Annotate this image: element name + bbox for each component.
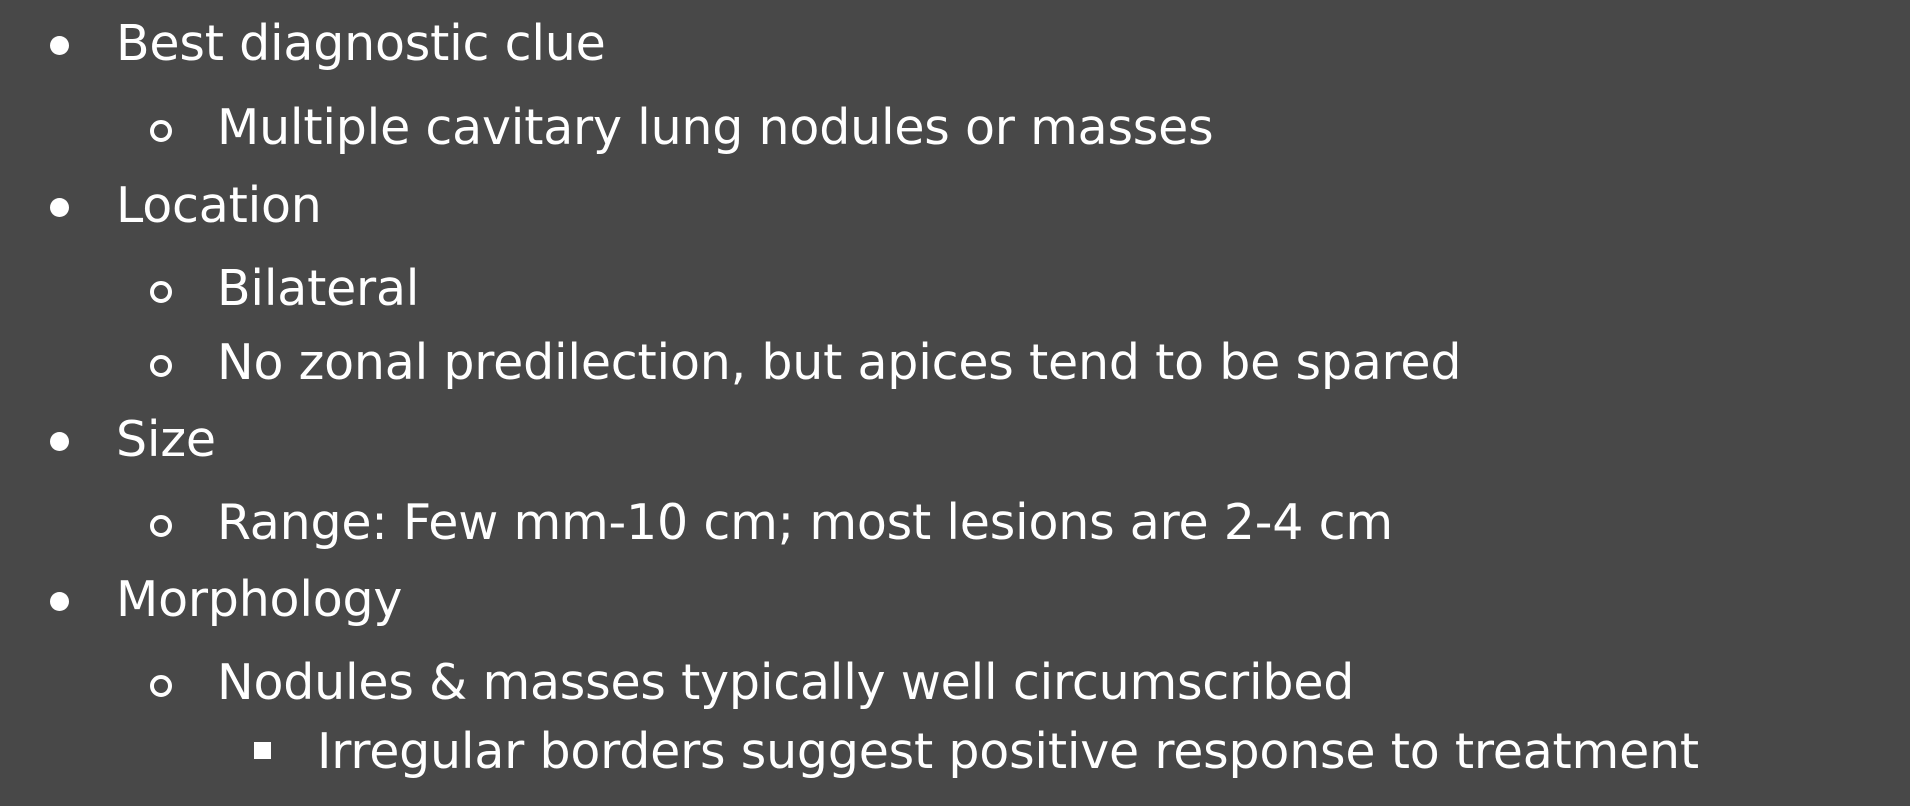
list-item-text: Best diagnostic clue: [116, 15, 606, 72]
circle-bullet-icon: [150, 281, 172, 303]
square-bullet-icon: [254, 742, 271, 759]
disc-bullet-icon: [50, 432, 69, 451]
list-item-text: Size: [116, 411, 216, 468]
circle-bullet-icon: [150, 515, 172, 537]
disc-bullet-icon: [50, 36, 69, 55]
list-item-text: Irregular borders suggest positive response to treatment: [317, 723, 1699, 780]
list-item-text: Location: [116, 177, 322, 234]
disc-bullet-icon: [50, 592, 69, 611]
list-item-text: No zonal predilection, but apices tend to be spared: [217, 334, 1462, 391]
list-item-text: Nodules & masses typically well circumscribed: [217, 654, 1355, 711]
circle-bullet-icon: [150, 355, 172, 377]
circle-bullet-icon: [150, 675, 172, 697]
list-item-text: Morphology: [116, 571, 403, 628]
list-item-text: Bilateral: [217, 260, 420, 317]
circle-bullet-icon: [150, 120, 172, 142]
disc-bullet-icon: [50, 198, 69, 217]
list-item-text: Multiple cavitary lung nodules or masses: [217, 99, 1214, 156]
list-item-text: Range: Few mm-10 cm; most lesions are 2-4 cm: [217, 494, 1393, 551]
